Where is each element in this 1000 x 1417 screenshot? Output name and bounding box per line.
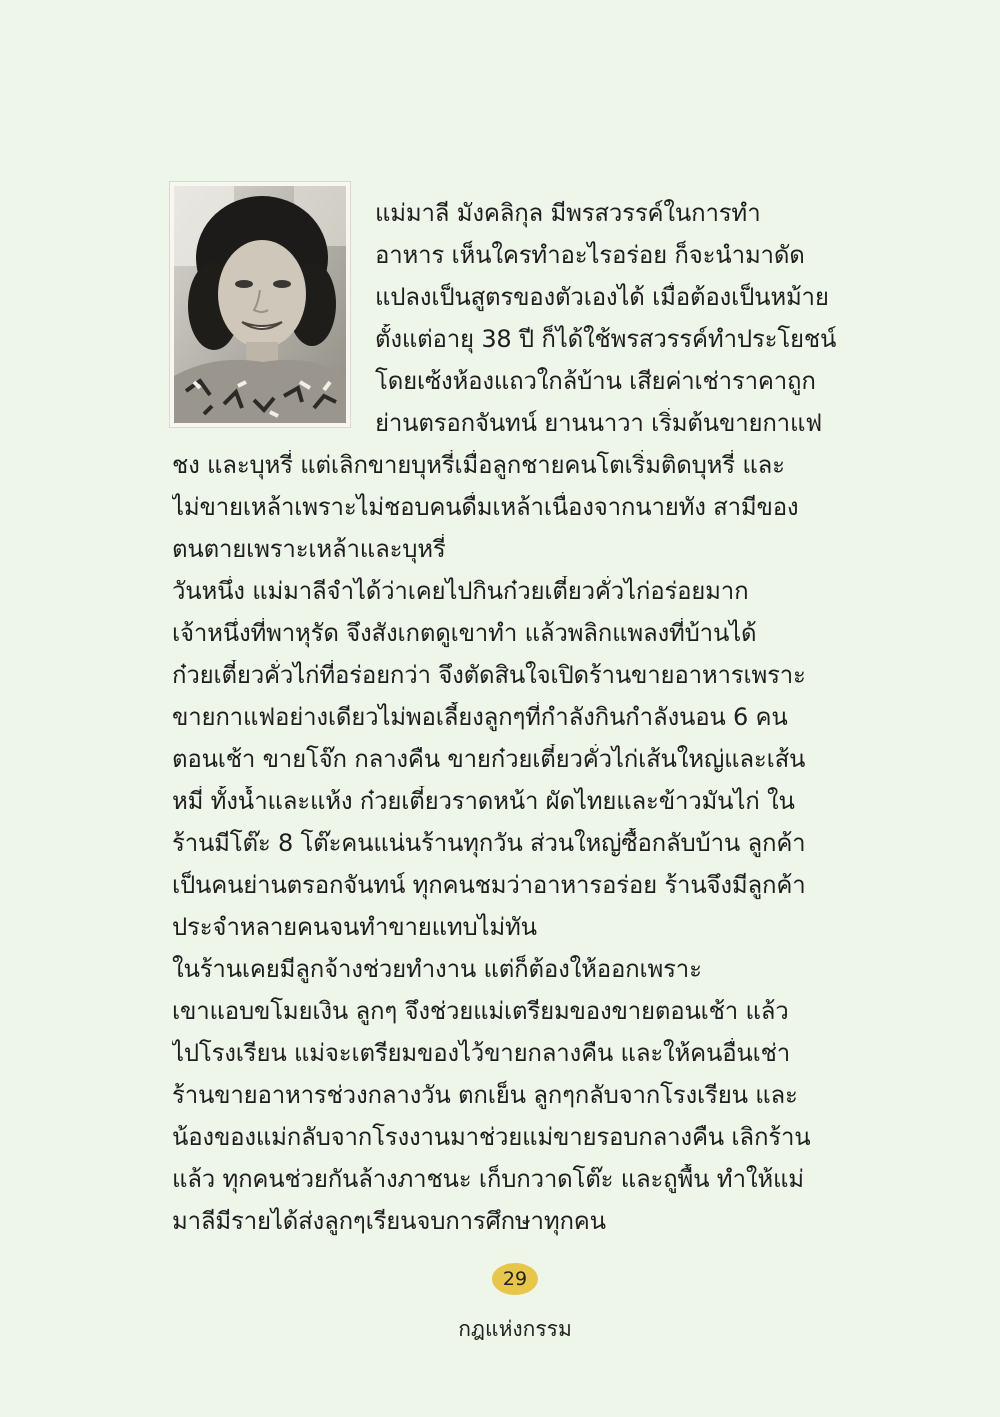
text-line: ย่านตรอกจันทน์ ยานนาวา เริ่มต้นขายกาแฟ [375,409,823,437]
text-line: อาหาร เห็นใครทำอะไรอร่อย ก็จะนำมาดัด [375,241,805,269]
text-line: โดยเซ้งห้องแถวใกล้บ้าน เสียค่าเช่าราคาถูก [375,367,816,395]
text-line: ประจำหลายคนจนทำขายแทบไม่ทัน [172,913,537,941]
book-title: กฎแห่งกรรม [458,1317,572,1341]
text-line: ไปโรงเรียน แม่จะเตรียมของไว้ขายกลางคืน และให้คนอื่นเช่า [172,1039,791,1067]
text-line: หมี่ ทั้งน้ำและแห้ง ก๋วยเตี๋ยวราดหน้า ผัดไทยและข้าวมันไก่ ใน [172,787,795,815]
text-line: แม่มาลี มังคลิกุล มีพรสวรรค์ในการทำ [375,199,761,227]
text-line: ไม่ขายเหล้าเพราะไม่ชอบคนดื่มเหล้าเนื่องจากนายทัง สามีของ [172,493,799,521]
text-line: ตั้งแต่อายุ 38 ปี ก็ได้ใช้พรสวรรค์ทำประโยชน์ [375,325,837,353]
text-line: ร้านขายอาหารช่วงกลางวัน ตกเย็น ลูกๆกลับจากโรงเรียน และ [172,1081,798,1109]
portrait-photo [170,182,350,427]
text-line: ตอนเช้า ขายโจ๊ก กลางคืน ขายก๋วยเตี๋ยวคั่วไก่เส้นใหญ่และเส้น [172,745,806,773]
text-line: ร้านมีโต๊ะ 8 โต๊ะคนแน่นร้านทุกวัน ส่วนใหญ่ซื้อกลับบ้าน ลูกค้า [172,829,806,857]
text-line: ตนตายเพราะเหล้าและบุหรี่ [172,535,446,563]
page-number-badge: 29 [492,1263,538,1295]
text-line: เขาแอบขโมยเงิน ลูกๆ จึงช่วยแม่เตรียมของขายตอนเช้า แล้ว [172,997,789,1025]
text-line: วันหนึ่ง แม่มาลีจำได้ว่าเคยไปกินก๋วยเตี๋ยวคั่วไก่อร่อยมาก [172,577,749,605]
text-line: เจ้าหนึ่งที่พาหุรัด จึงสังเกตดูเขาทำ แล้วพลิกแพลงที่บ้านได้ [172,619,757,647]
text-line: ในร้านเคยมีลูกจ้างช่วยทำงาน แต่ก็ต้องให้ออกเพราะ [172,955,702,983]
text-line: แล้ว ทุกคนช่วยกันล้างภาชนะ เก็บกวาดโต๊ะ และถูพื้น ทำให้แม่ [172,1165,804,1193]
text-line: มาลีมีรายได้ส่งลูกๆเรียนจบการศึกษาทุกคน [172,1207,606,1235]
text-line: น้องของแม่กลับจากโรงงานมาช่วยแม่ขายรอบกลางคืน เลิกร้าน [172,1123,811,1151]
portrait-image [174,186,346,423]
text-line: ชง และบุหรี่ แต่เลิกขายบุหรี่เมื่อลูกชายคนโตเริ่มติดบุหรี่ และ [172,451,785,479]
text-line: ก๋วยเตี๋ยวคั่วไก่ที่อร่อยกว่า จึงตัดสินใจเปิดร้านขายอาหารเพราะ [172,661,806,689]
text-line: แปลงเป็นสูตรของตัวเองได้ เมื่อต้องเป็นหม้าย [375,283,829,311]
text-line: ขายกาแฟอย่างเดียวไม่พอเลี้ยงลูกๆที่กำลังกินกำลังนอน 6 คน [172,703,788,731]
text-line: เป็นคนย่านตรอกจันทน์ ทุกคนชมว่าอาหารอร่อย ร้านจึงมีลูกค้า [172,871,806,899]
